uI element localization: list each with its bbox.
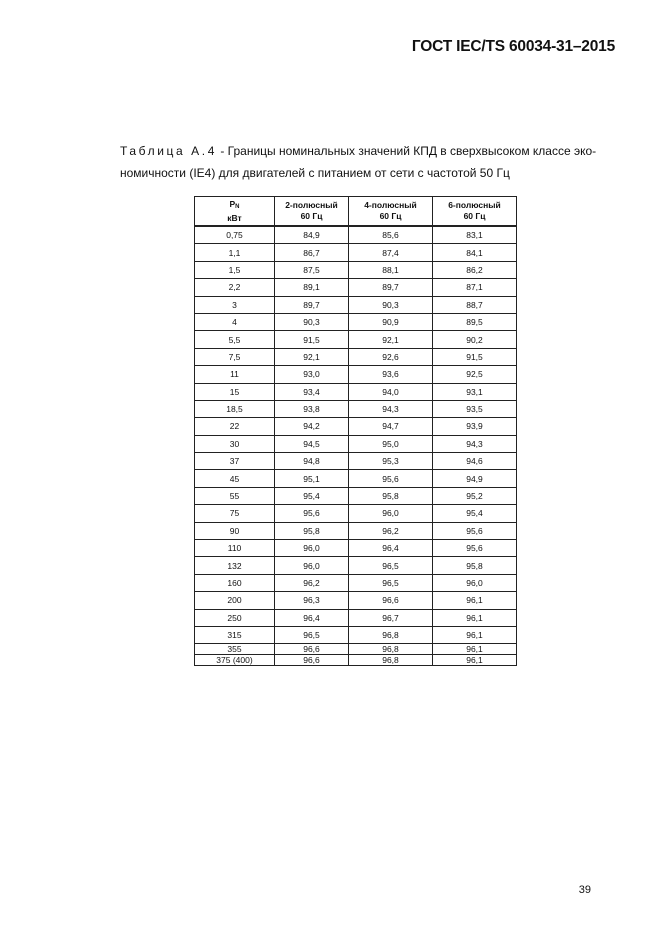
table-row (195, 655, 517, 666)
table-row (195, 540, 517, 557)
table-cell: 96,0 (275, 557, 349, 574)
table-cell: 160 (195, 574, 275, 591)
table-cell: 87,5 (275, 261, 349, 278)
table-cell: 1,1 (195, 244, 275, 261)
table-row (195, 592, 517, 609)
table-cell: 94,2 (275, 418, 349, 435)
table-row (195, 574, 517, 591)
table-cell: 88,7 (433, 296, 517, 313)
table-cell: 96,6 (275, 644, 349, 655)
table-cell: 96,1 (433, 609, 517, 626)
table-caption (120, 140, 605, 184)
table-row (195, 400, 517, 417)
table-cell: 95,6 (433, 522, 517, 539)
table-cell: 11 (195, 366, 275, 383)
table-row (195, 644, 517, 655)
column-header-line: 4-полюсный (364, 200, 417, 210)
column-header-power (195, 197, 275, 227)
table-cell: 95,8 (433, 557, 517, 574)
column-header-6-pole (433, 197, 517, 227)
table-cell: 93,1 (433, 383, 517, 400)
table-cell: 55 (195, 487, 275, 504)
efficiency-table (194, 196, 517, 666)
table-row (195, 626, 517, 643)
table-cell: 95,0 (349, 435, 433, 452)
table-cell: 75 (195, 505, 275, 522)
table-row (195, 366, 517, 383)
table-cell: 90,3 (275, 313, 349, 330)
table-cell: 96,6 (275, 655, 349, 666)
column-header-line: 2-полюсный (285, 200, 338, 210)
table-cell: 94,0 (349, 383, 433, 400)
table-cell: 96,1 (433, 644, 517, 655)
column-header-4-pole (349, 197, 433, 227)
table-cell: 95,4 (433, 505, 517, 522)
table-cell: 85,6 (349, 226, 433, 244)
power-unit: кВт (227, 212, 242, 223)
table-cell: 93,5 (433, 400, 517, 417)
table-cell: 95,6 (275, 505, 349, 522)
table-cell: 96,6 (349, 592, 433, 609)
table-cell: 95,8 (275, 522, 349, 539)
table-cell: 0,75 (195, 226, 275, 244)
table-cell: 94,6 (433, 453, 517, 470)
table-cell: 250 (195, 609, 275, 626)
table-row (195, 609, 517, 626)
power-symbol: P (229, 198, 236, 209)
table-cell: 96,3 (275, 592, 349, 609)
table-cell: 96,5 (349, 557, 433, 574)
table-cell: 91,5 (275, 331, 349, 348)
table-cell: 89,5 (433, 313, 517, 330)
table-cell: 92,1 (275, 348, 349, 365)
table-caption-text: - Границы номинальных значений КПД в сверхвысоком классе эко-номичности (IE4) для двигателей с питанием от сети с частотой 50 Гц (120, 144, 597, 180)
table-cell: 96,5 (349, 574, 433, 591)
column-header-line: 6-полюсный (448, 200, 501, 210)
table-cell: 30 (195, 435, 275, 452)
table-cell: 2,2 (195, 279, 275, 296)
table-row (195, 296, 517, 313)
table-cell: 94,5 (275, 435, 349, 452)
table-row (195, 435, 517, 452)
table-cell: 96,0 (433, 574, 517, 591)
table-cell: 89,7 (275, 296, 349, 313)
table-cell: 83,1 (433, 226, 517, 244)
table-row (195, 261, 517, 278)
table-cell: 95,8 (349, 487, 433, 504)
column-header-line: 60 Гц (300, 211, 323, 221)
table-row (195, 470, 517, 487)
table-cell: 94,9 (433, 470, 517, 487)
table-cell: 200 (195, 592, 275, 609)
table-cell: 96,0 (349, 505, 433, 522)
column-header-2-pole (275, 197, 349, 227)
table-cell: 22 (195, 418, 275, 435)
table-cell: 84,1 (433, 244, 517, 261)
table-cell: 375 (400) (195, 655, 275, 666)
table-cell: 95,6 (433, 540, 517, 557)
table-cell: 96,8 (349, 626, 433, 643)
table-caption-label: Таблица А.4 (120, 144, 217, 158)
power-subscript: N (235, 203, 240, 210)
table-cell: 95,4 (275, 487, 349, 504)
table-cell: 37 (195, 453, 275, 470)
table-cell: 96,7 (349, 609, 433, 626)
table-cell: 93,0 (275, 366, 349, 383)
table-cell: 90,2 (433, 331, 517, 348)
table-cell: 96,8 (349, 655, 433, 666)
table-cell: 88,1 (349, 261, 433, 278)
column-header-line: 60 Гц (463, 211, 486, 221)
table-cell: 7,5 (195, 348, 275, 365)
table-row (195, 487, 517, 504)
table-cell: 96,1 (433, 626, 517, 643)
table-row (195, 331, 517, 348)
table-cell: 18,5 (195, 400, 275, 417)
table-row (195, 313, 517, 330)
table-cell: 95,3 (349, 453, 433, 470)
table-cell: 15 (195, 383, 275, 400)
table-cell: 4 (195, 313, 275, 330)
table-cell: 86,7 (275, 244, 349, 261)
table-cell: 93,9 (433, 418, 517, 435)
page-number: 39 (578, 884, 591, 896)
table-cell: 87,4 (349, 244, 433, 261)
table-cell: 96,2 (275, 574, 349, 591)
table-cell: 92,1 (349, 331, 433, 348)
table-cell: 96,2 (349, 522, 433, 539)
document-standard-header: ГОСТ IEC/TS 60034-31–2015 (411, 38, 615, 55)
table-row (195, 418, 517, 435)
table-cell: 94,3 (433, 435, 517, 452)
table-cell: 87,1 (433, 279, 517, 296)
column-header-line: 60 Гц (379, 211, 402, 221)
table-cell: 45 (195, 470, 275, 487)
table-cell: 96,1 (433, 592, 517, 609)
table-cell: 93,8 (275, 400, 349, 417)
table-cell: 94,7 (349, 418, 433, 435)
table-cell: 95,2 (433, 487, 517, 504)
table-cell: 1,5 (195, 261, 275, 278)
table-cell: 96,4 (349, 540, 433, 557)
table-cell: 94,8 (275, 453, 349, 470)
table-cell: 92,6 (349, 348, 433, 365)
table-row (195, 383, 517, 400)
table-row (195, 505, 517, 522)
table-cell: 94,3 (349, 400, 433, 417)
table-cell: 132 (195, 557, 275, 574)
table-cell: 89,1 (275, 279, 349, 296)
table-cell: 96,5 (275, 626, 349, 643)
table-cell: 110 (195, 540, 275, 557)
table-cell: 92,5 (433, 366, 517, 383)
table-row (195, 226, 517, 244)
table-row (195, 348, 517, 365)
table-cell: 90,9 (349, 313, 433, 330)
table-body (195, 226, 517, 666)
table-row (195, 279, 517, 296)
table-cell: 5,5 (195, 331, 275, 348)
table-cell: 96,8 (349, 644, 433, 655)
table-cell: 91,5 (433, 348, 517, 365)
table-row (195, 557, 517, 574)
table-cell: 315 (195, 626, 275, 643)
table-cell: 93,6 (349, 366, 433, 383)
table-cell: 3 (195, 296, 275, 313)
table-cell: 89,7 (349, 279, 433, 296)
table-row (195, 453, 517, 470)
table-cell: 95,6 (349, 470, 433, 487)
table-row (195, 522, 517, 539)
table-cell: 355 (195, 644, 275, 655)
table-cell: 95,1 (275, 470, 349, 487)
table-cell: 96,0 (275, 540, 349, 557)
table-cell: 90,3 (349, 296, 433, 313)
table-cell: 90 (195, 522, 275, 539)
table-row (195, 244, 517, 261)
table-cell: 96,1 (433, 655, 517, 666)
table-cell: 96,4 (275, 609, 349, 626)
table-cell: 84,9 (275, 226, 349, 244)
table-cell: 93,4 (275, 383, 349, 400)
table-cell: 86,2 (433, 261, 517, 278)
table-header-row (195, 197, 517, 227)
